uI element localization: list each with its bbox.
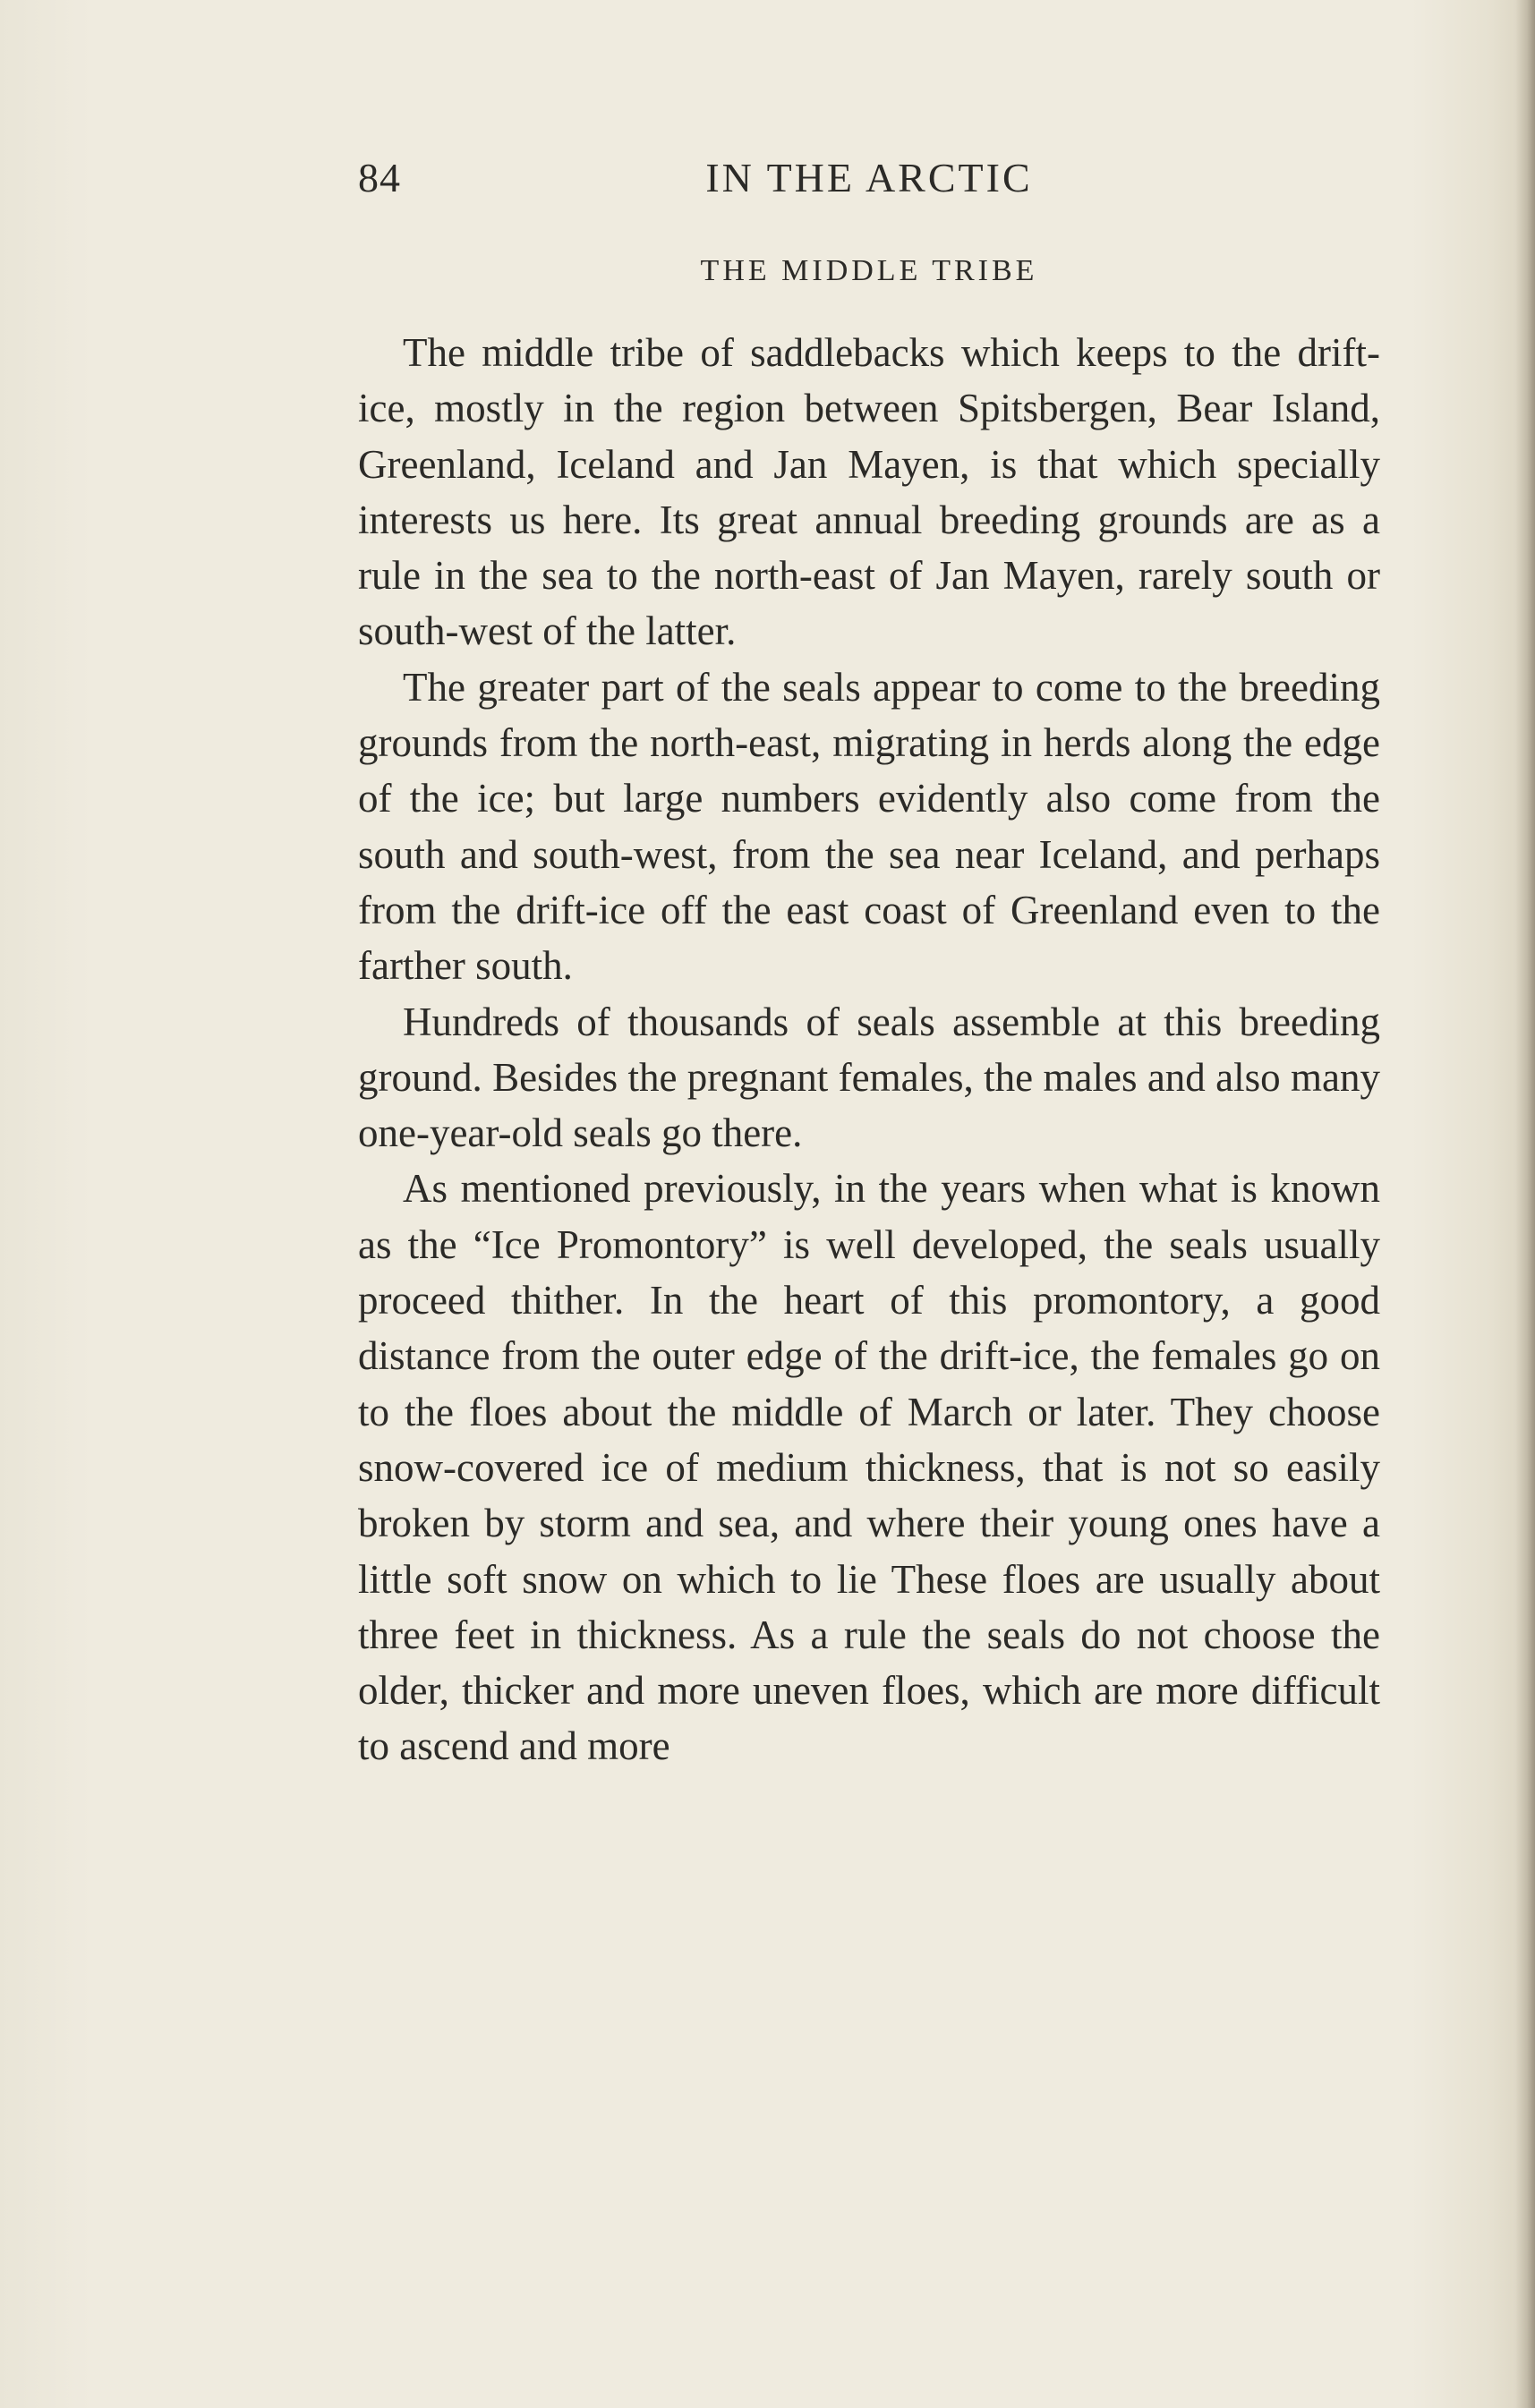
running-head: IN THE ARCTIC: [705, 155, 1033, 200]
body-text: [358, 325, 1380, 1774]
section-heading: THE MIDDLE TRIBE: [700, 254, 1038, 287]
paragraph: The greater part of the seals appear to come to the breeding grounds from the north-east, migrating in herds along the edge of the ice; but large numbers evidently also come from the south and south-west, from the sea near Iceland, and perhaps from the drift-ice off the east coast of Greenland even to the farther south.: [358, 664, 1380, 989]
page-header: [358, 154, 1380, 217]
page-number: 84: [358, 155, 401, 200]
paragraph: As mentioned previously, in the years when what is known as the “Ice Promontory” is well developed, the seals usually proceed thither. In the heart of this promontory, a good distance from the outer edge of the drift-ice, the females go on to the floes about the middle of March or later. They choose snow-covered ice of medium thickness, that is not so easily broken by storm and sea, and where their young ones have a little soft snow on which to lie These floes are usually about three feet in thickness. As a rule the seals do not choose the older, thicker and more uneven floes, which are more difficult to ascend and more: [358, 1166, 1380, 1769]
paragraph: The middle tribe of saddlebacks which keeps to the drift-ice, mostly in the region between Spitsbergen, Bear Island, Greenland, Iceland and Jan Mayen, is that which specially interests us here. Its great annual breeding grounds are as a rule in the sea to the north-east of Jan Mayen, rarely south or south-west of the latter.: [358, 330, 1380, 654]
paragraph: Hundreds of thousands of seals assemble at this breeding ground. Besides the pregnant females, the males and also many one-year-old seals go there.: [358, 999, 1380, 1156]
spine-shadow: [1515, 0, 1535, 2408]
